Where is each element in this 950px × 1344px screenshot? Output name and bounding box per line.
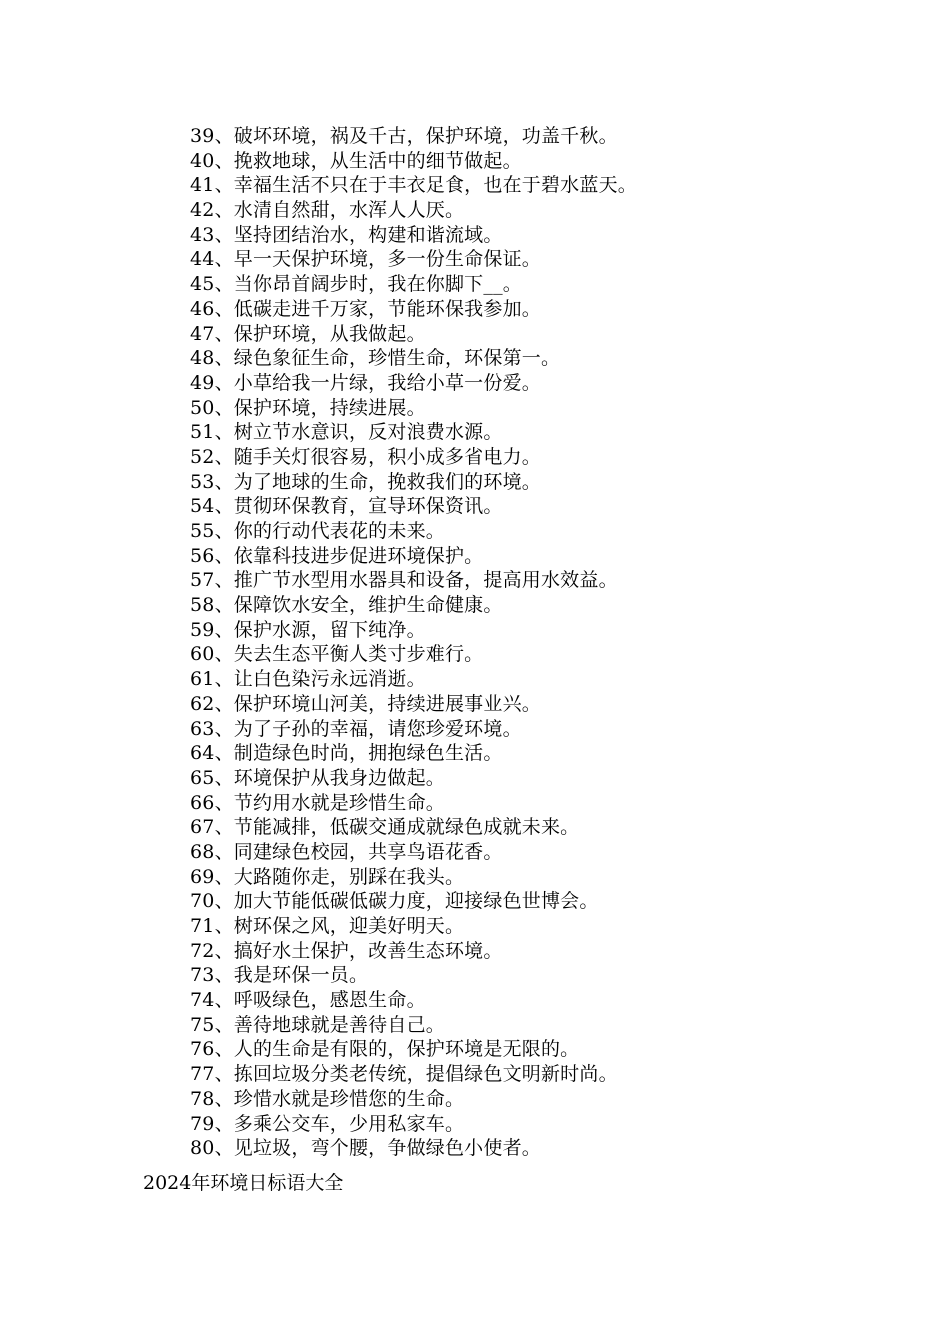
list-item: 72、搞好水土保护，改善生态环境。 [190,939,503,962]
list-item: 67、节能减排，低碳交通成就绿色成就未来。 [190,816,580,839]
list-item: 63、为了子孙的幸福，请您珍爱环境。 [190,717,522,740]
list-item: 59、保护水源，留下纯净。 [190,618,426,641]
list-item: 55、你的行动代表花的未来。 [190,520,445,542]
list-item: 62、保护环境山河美，持续进展事业兴。 [190,692,541,715]
list-item: 61、让白色染污永远消逝。 [190,668,426,691]
list-item: 64、制造绿色时尚，拥抱绿色生活。 [190,742,503,765]
list-item: 66、节约用水就是珍惜生命。 [190,791,445,814]
list-item: 40、挽救地球，从生活中的细节做起。 [190,149,522,172]
list-item: 46、低碳走进千万家，节能环保我参加。 [190,297,541,320]
list-item: 65、环境保护从我身边做起。 [190,766,445,789]
list-item: 51、树立节水意识，反对浪费水源。 [190,421,503,444]
list-item: 41、幸福生活不只在于丰衣足食，也在于碧水蓝天。 [190,174,637,197]
list-item: 75、善待地球就是善待自己。 [190,1013,445,1036]
list-item: 39、破坏环境，祸及千古，保护环境，功盖千秋。 [190,125,618,147]
list-item: 78、珍惜水就是珍惜您的生命。 [190,1087,465,1110]
list-item: 56、依靠科技进步促进环境保护。 [190,544,484,567]
list-item: 49、小草给我一片绿，我给小草一份爱。 [190,371,541,394]
list-item: 44、早一天保护环境，多一份生命保证。 [190,248,541,271]
list-item: 80、见垃圾，弯个腰，争做绿色小使者。 [190,1137,541,1160]
list-item: 74、呼吸绿色，感恩生命。 [190,989,426,1012]
slogan-list [190,124,637,1161]
list-item: 73、我是环保一员。 [190,964,369,987]
list-item: 58、保障饮水安全，维护生命健康。 [190,594,503,617]
list-item: 68、同建绿色校园，共享鸟语花香。 [190,840,503,863]
list-item: 71、树环保之风，迎美好明天。 [190,915,465,937]
list-item: 76、人的生命是有限的，保护环境是无限的。 [190,1038,580,1061]
list-item: 45、当你昂首阔步时，我在你脚下__。 [190,273,522,296]
list-item: 47、保护环境，从我做起。 [190,322,426,345]
list-item: 53、为了地球的生命，挽救我们的环境。 [190,470,541,493]
list-item: 60、失去生态平衡人类寸步难行。 [190,643,484,666]
list-item: 50、保护环境，持续进展。 [190,396,426,419]
list-item: 69、大路随你走，别踩在我头。 [190,865,465,888]
document-footer-title: 2024年环境日标语大全 [143,1172,344,1194]
list-item: 42、水清自然甜，水浑人人厌。 [190,199,465,222]
list-item: 70、加大节能低碳低碳力度，迎接绿色世博会。 [190,890,599,913]
list-item: 48、绿色象征生命，珍惜生命，环保第一。 [190,347,561,370]
list-item: 77、拣回垃圾分类老传统，提倡绿色文明新时尚。 [190,1063,618,1086]
list-item: 57、推广节水型用水器具和设备，提高用水效益。 [190,569,618,592]
list-item: 79、多乘公交车，少用私家车。 [190,1112,465,1135]
list-item: 52、随手关灯很容易，积小成多省电力。 [190,445,541,468]
list-item: 43、坚持团结治水，构建和谐流域。 [190,223,503,246]
list-item: 54、贯彻环保教育，宣导环保资讯。 [190,495,503,518]
